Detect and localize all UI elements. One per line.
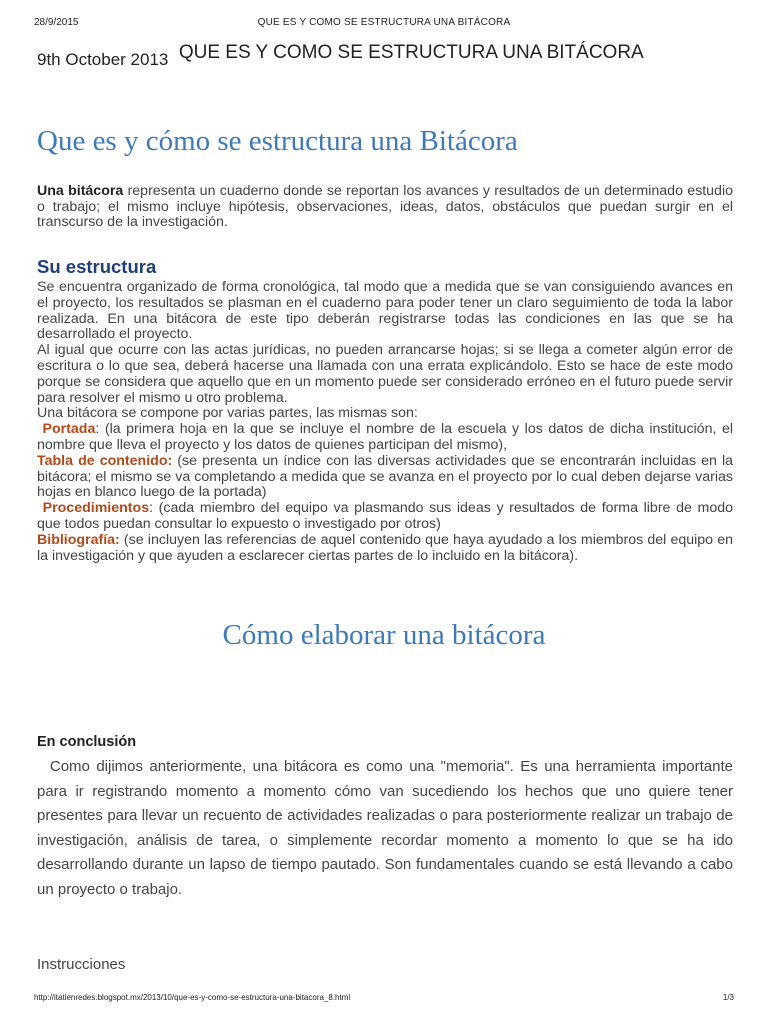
structure-body	[37, 280, 733, 564]
conclusion-text: Como dijimos anteriormente, una bitácora es como una "memoria". Es una herramienta importante para ir registrando momento a momento cómo van sucediendo los hechos que uno quiere tener presentes para llevar un recuento de actividades realizadas o para posteriormente realizar un trabajo de investigación, análisis de tarea, o simplemente recordar momento a momento lo que se ha ido desarrollando durante un lapso de tiempo pautado. Son fundamentales cuando se está llevando a cabo un proyecto o trabajo.	[37, 758, 733, 898]
print-date: 28/9/2015	[34, 17, 79, 28]
part-label: Bibliografía:	[37, 531, 120, 548]
part-text: : (la primera hoja en la que se incluye el nombre de la escuela y los datos de dicha institución, el nombre que lleva el proyecto y los datos de quienes participan del mismo),	[37, 421, 733, 453]
how-to-heading: Cómo elaborar una bitácora	[222, 619, 546, 651]
post-title[interactable]: QUE ES Y COMO SE ESTRUCTURA UNA BITÁCORA	[178, 42, 644, 63]
structure-heading: Su estructura	[37, 256, 157, 277]
article-heading: Que es y cómo se estructura una Bitácora	[37, 125, 518, 157]
structure-paragraph-2: Al igual que ocurre con las actas jurídicas, no pueden arrancarse hojas; si se llega a cometer algún error de escritura o lo que sea, deberá hacerse una llamada con una errata explicándolo. Esto se hace de este modo porque se considera que aquello que en un momento puede ser considerado erróneo en el futuro puede servir para resolver el mismo u otro problema.	[37, 342, 733, 406]
print-page-number: 1/3	[722, 993, 734, 1002]
structure-paragraph-1: Se encuentra organizado de forma cronológica, tal modo que a medida que se van consiguiendo avances en el proyecto, los resultados se plasman en el cuaderno para poder tener un claro seguimiento de toda la labor realizada. En una bitácora de este tipo deberán registrarse todas las condiciones en las que se ha desarrollado el proyecto.	[37, 279, 733, 343]
intro-text: representa un cuaderno donde se reportan los avances y resultados de un determinado estudio o trabajo; el mismo incluye hipótesis, observaciones, ideas, datos, obstáculos que puedan surgir en el transcurso de la investigación.	[37, 183, 733, 231]
part-text: : (cada miembro del equipo va plasmando sus ideas y resultados de forma libre de modo que todos puedan consultar lo expuesto o investigado por otros)	[37, 500, 733, 532]
part-tabla-contenido	[37, 454, 733, 501]
part-text: (se incluyen las referencias de aquel contenido que haya ayudado a los miembros del equipo en la investigación y que ayuden a esclarecer ciertas partes de lo incluido en la bitácora).	[37, 531, 733, 564]
print-url: http://itatienredes.blogspot.mx/2013/10/que-es-y-como-se-estructura-una-bitacora_8.html	[34, 993, 351, 1002]
instructions-heading: Instrucciones	[37, 956, 126, 973]
intro-bold-term: Una bitácora	[37, 183, 124, 199]
intro-paragraph	[37, 184, 733, 231]
part-portada	[37, 422, 733, 454]
post-date: 9th October 2013	[37, 50, 169, 69]
conclusion-heading: En conclusión	[37, 734, 137, 750]
structure-paragraph-3: Una bitácora se compone por varias partes, las mismas son:	[37, 405, 418, 422]
post-header	[37, 42, 737, 70]
part-label: Portada	[42, 421, 96, 438]
part-text: (se presenta un índice con las diversas actividades que se encontrarán incluidas en la bitácora; el mismo se va completando a medida que se avanza en el proyecto por lo cual deben dejarse varias hojas en blanco luego de la portada)	[37, 452, 734, 501]
part-label: Tabla de contenido:	[37, 452, 173, 469]
part-bibliografia	[37, 533, 733, 565]
print-header-title: QUE ES Y COMO SE ESTRUCTURA UNA BITÁCORA	[257, 17, 511, 28]
part-label: Procedimientos	[42, 500, 150, 517]
part-procedimientos	[37, 501, 733, 533]
conclusion-paragraph	[37, 755, 733, 903]
